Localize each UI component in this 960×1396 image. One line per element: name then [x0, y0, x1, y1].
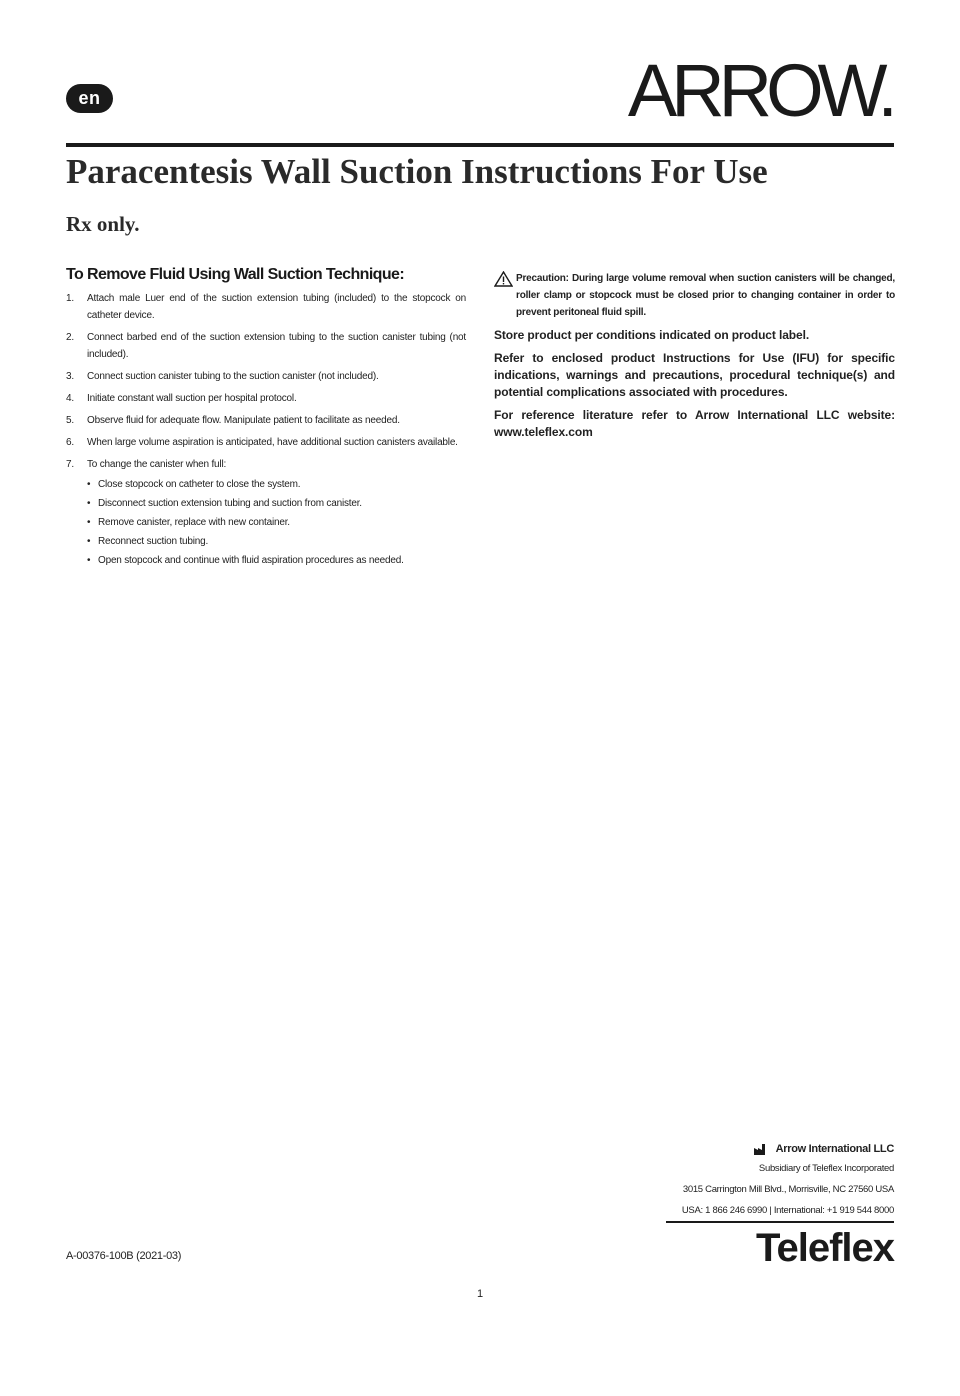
steps-list	[66, 290, 466, 569]
language-badge: en	[66, 84, 113, 113]
arrow-logo: ARROW.	[627, 49, 892, 132]
step-text: Observe fluid for adequate flow. Manipulate patient to facilitate as needed.	[87, 415, 400, 426]
page-number: 1	[476, 1288, 484, 1300]
document-code: A-00376-100B (2021-03)	[66, 1250, 182, 1262]
precaution-text: Precaution: During large volume removal when suction canisters will be changed, roller clamp or stopcock must be closed prior to changing container in order to prevent peritoneal fluid spill.	[516, 273, 895, 318]
step-number: 5.	[66, 415, 74, 426]
ifu-reference-note: Refer to enclosed product Instructions for Use (IFU) for specific indications, warnings and precautions, procedural technique(s) and potential complications associated with procedures.	[494, 351, 895, 399]
step-item	[66, 412, 466, 429]
step-text: Initiate constant wall suction per hospital protocol.	[87, 393, 297, 404]
step-number: 2.	[66, 332, 74, 343]
step-item	[66, 456, 466, 569]
step-number: 6.	[66, 437, 74, 448]
substeps-list	[87, 476, 466, 569]
substep-item: • Disconnect suction extension tubing and suction from canister.	[87, 495, 466, 512]
warning-triangle-icon	[494, 271, 513, 287]
phone-line: USA: 1 866 246 6990 | International: +1 919 544 8000	[681, 1205, 894, 1216]
step-item	[66, 390, 466, 407]
factory-icon	[754, 1144, 768, 1155]
teleflex-logo: Teleflex	[756, 1226, 894, 1270]
document-title: Paracentesis Wall Suction Instructions For Use	[66, 152, 768, 191]
step-number: 7.	[66, 459, 74, 470]
step-number: 1.	[66, 293, 74, 304]
step-text: Connect suction canister tubing to the suction canister (not included).	[87, 371, 379, 382]
substep-item: • Reconnect suction tubing.	[87, 533, 466, 550]
step-text: Attach male Luer end of the suction extension tubing (included) to the stopcock on catheter device.	[87, 293, 466, 321]
step-item	[66, 368, 466, 385]
step-text: To change the canister when full:	[87, 459, 227, 470]
notes-column	[494, 270, 895, 441]
section-heading: To Remove Fluid Using Wall Suction Technique:	[66, 266, 405, 283]
manufacturer-info	[534, 1140, 894, 1221]
header-divider	[66, 143, 894, 147]
step-item	[66, 290, 466, 324]
step-item	[66, 434, 466, 451]
step-number: 3.	[66, 371, 74, 382]
storage-note: Store product per conditions indicated on product label.	[494, 328, 810, 342]
precaution-note	[494, 270, 895, 321]
step-text: When large volume aspiration is anticipated, have additional suction canisters available.	[87, 437, 458, 448]
step-number: 4.	[66, 393, 74, 404]
literature-note: For reference literature refer to Arrow International LLC website: www.teleflex.com	[494, 408, 895, 439]
subsidiary-line: Subsidiary of Teleflex Incorporated	[758, 1163, 894, 1174]
address-line: 3015 Carrington Mill Blvd., Morrisville, NC 27560 USA	[682, 1184, 894, 1195]
step-item	[66, 329, 466, 363]
step-text: Connect barbed end of the suction extension tubing to the suction canister tubing (not included).	[87, 332, 466, 360]
manufacturer-line	[534, 1140, 894, 1158]
manufacturer-name: Arrow International LLC	[775, 1143, 894, 1155]
substep-item: • Remove canister, replace with new container.	[87, 514, 466, 531]
substep-item: • Close stopcock on catheter to close the system.	[87, 476, 466, 493]
substep-item: • Open stopcock and continue with fluid aspiration procedures as needed.	[87, 552, 466, 569]
rx-only-note: Rx only.	[66, 212, 140, 236]
instructions-column	[66, 266, 466, 574]
footer-divider	[666, 1221, 894, 1223]
